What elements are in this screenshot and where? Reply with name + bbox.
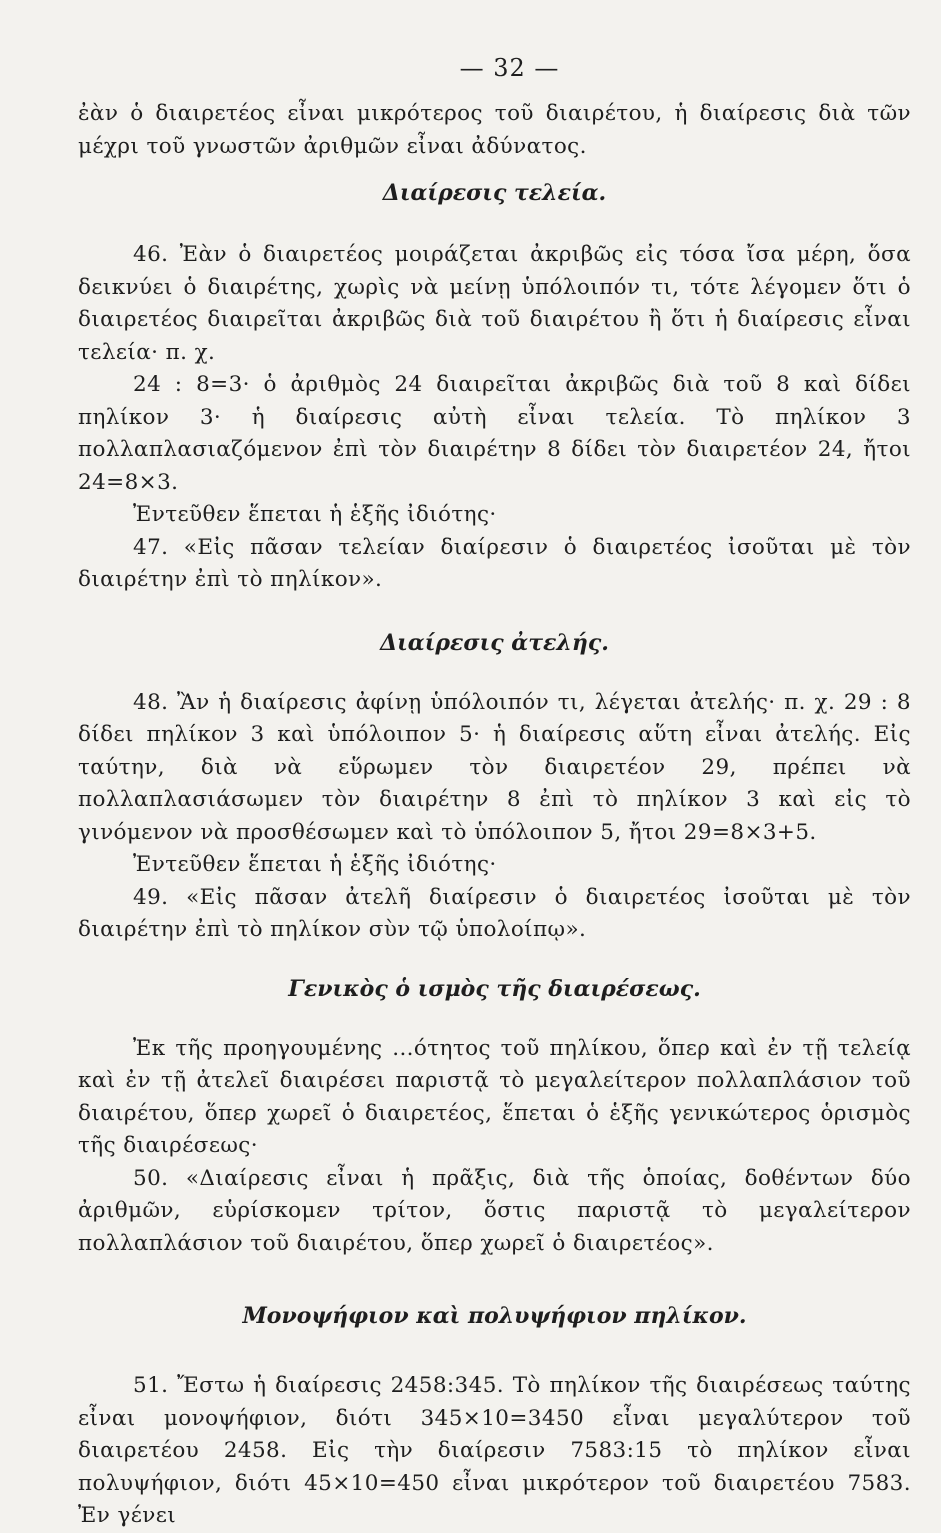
paragraph-intro: ἐὰν ὁ διαιρετέος εἶναι μικρότερος τοῦ διαιρέτου, ἡ διαίρεσις διὰ τῶν μέχρι τοῦ γνωστῶν ἀριθμῶν εἶναι ἀδύνατος. <box>78 101 911 159</box>
heading-imperfect-division: Διαίρεσις ἀτελής. <box>380 629 609 656</box>
paragraph-48: 48. Ἂν ἡ διαίρεσις ἀφίνῃ ὑπόλοιπόν τι, λέγεται ἀτελής· π. χ. 29 : 8 δίδει πηλίκον 3 καὶ ὑπόλοιπον 5· ἡ διαίρεσις αὕτη εἶναι ἀτελής. Εἰς ταύτην, διὰ νὰ εὕρωμεν τὸν διαιρετέον 29, πρέπει νὰ πολλαπλασιάσωμεν τὸν διαιρέτην 8 ἐπὶ τὸ πηλίκον 3 καὶ εἰς τὸ γινόμενον νὰ προσθέσωμεν καὶ τὸ ὑπόλοιπον 5, ἤτοι 29=8×3+5. <box>78 689 911 845</box>
page-number: — 32 — <box>459 54 560 82</box>
paragraph-49: 49. «Εἰς πᾶσαν ἀτελῆ διαίρεσιν ὁ διαιρετέος ἰσοῦται μὲ τὸν διαιρέτην ἐπὶ τὸ πηλίκον σὺν τῷ ὑπολοίπῳ». <box>78 884 911 942</box>
heading-quotient-digits: Μονοψήφιον καὶ πολυψήφιον πηλίκον. <box>242 1303 747 1329</box>
paragraph-47: 47. «Εἰς πᾶσαν τελείαν διαίρεσιν ὁ διαιρετέος ἰσοῦται μὲ τὸν διαιρέτην ἐπὶ τὸ πηλίκον». <box>78 534 911 592</box>
paragraph-example-24: 24 : 8=3· ὁ ἀριθμὸς 24 διαιρεῖται ἀκριβῶς διὰ τοῦ 8 καὶ δίδει πηλίκον 3· ἡ διαίρεσις αὐτὴ εἶναι τελεία. Τὸ πηλίκον 3 πολλαπλασιαζόμενον ἐπὶ τὸν διαιρέτην 8 δίδει τὸν διαιρετέον 24, ἤτοι 24=8×3. <box>78 372 911 495</box>
paragraph-general: Ἐκ τῆς προηγουμένης ...ότητος τοῦ πηλίκου, ὅπερ καὶ ἐν τῇ τελείᾳ καὶ ἐν τῇ ἀτελεῖ διαιρέσει παριστᾷ τὸ μεγαλείτερον πολλαπλάσιον τοῦ διαιρέτου, ὅπερ χωρεῖ ὁ διαιρετέος, ἕπεται ὁ ἑξῆς γενικώτερος ὁρισμὸς τῆς διαιρέσεως· <box>78 1035 911 1158</box>
heading-perfect-division: Διαίρεσις τελεία. <box>382 180 607 206</box>
paragraph-property-lead-2: Ἐντεῦθεν ἕπεται ἡ ἑξῆς ἰδιότης· <box>133 852 497 877</box>
paragraph-50: 50. «Διαίρεσις εἶναι ἡ πρᾶξις, διὰ τῆς ὁποίας, δοθέντων δύο ἀριθμῶν, εὑρίσκομεν τρίτον, ὅστις παριστᾷ τὸ μεγαλείτερον πολλαπλάσιον τοῦ διαιρέτου, ὅπερ χωρεῖ ὁ διαιρετέος». <box>78 1165 911 1256</box>
paragraph-property-lead-1: Ἐντεῦθεν ἕπεται ἡ ἑξῆς ἰδιότης· <box>133 502 497 527</box>
heading-general-definition: Γενικὸς ὁ ισμὸς τῆς διαιρέσεως. <box>288 975 701 1002</box>
paragraph-51: 51. Ἔστω ἡ διαίρεσις 2458:345. Τὸ πηλίκον τῆς διαιρέσεως ταύτης εἶναι μονοψήφιον, διότι 345×10=3450 εἶναι μεγαλύτερον τοῦ διαιρετέου 2458. Εἰς τὴν διαίρεσιν 7583:15 τὸ πηλίκον εἶναι πολυψήφιον, διότι 45×10=450 εἶναι μικρότερον τοῦ διαιρετέου 7583. Ἐν γένει <box>78 1373 911 1528</box>
paragraph-46: 46. Ἐὰν ὁ διαιρετέος μοιράζεται ἀκριβῶς εἰς τόσα ἴσα μέρη, ὅσα δεικνύει ὁ διαιρέτης, χωρὶς νὰ μείνῃ ὑπόλοιπόν τι, τότε λέγομεν ὅτι ὁ διαιρετέος διαιρεῖται ἀκριβῶς διὰ τοῦ διαιρέτου ἢ ὅτι ἡ διαίρεσις εἶναι τελεία· π. χ. <box>78 242 911 365</box>
